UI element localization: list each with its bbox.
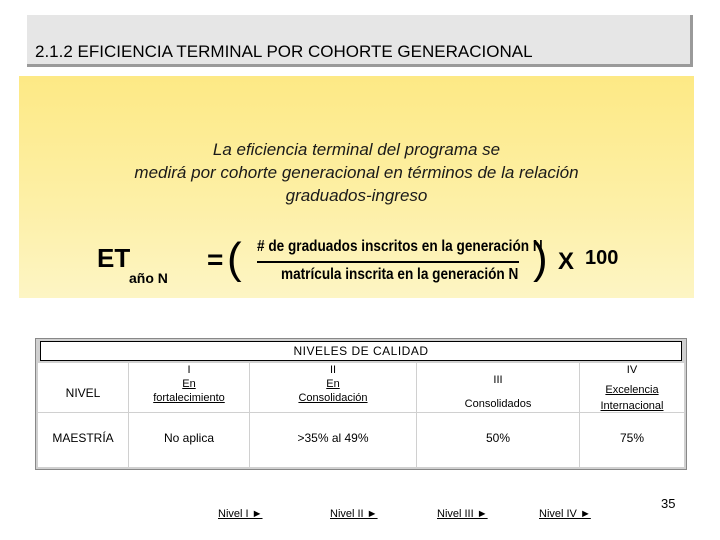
formula-numerator: # de graduados inscritos en la generación N (257, 238, 543, 255)
formula-denominator: matrícula inscrita en la generación N (281, 266, 519, 283)
formula-close-paren: ) (533, 234, 548, 283)
maestria-level-3-cell (417, 413, 579, 467)
level-1-name-line1: En (182, 378, 196, 390)
formula-factor: 100 (585, 247, 619, 269)
formula-lhs-subscript: año N (129, 270, 168, 286)
nav-link-nivel-4[interactable]: Nivel IV ► (539, 508, 591, 520)
formula-lhs: ET (97, 243, 131, 273)
maestria-label: MAESTRÍA (52, 431, 114, 445)
level-4-numeral: IV (626, 364, 638, 376)
formula-equals: = (207, 244, 224, 275)
level-2-numeral: II (329, 364, 337, 376)
maestria-level-1-value: No aplica (163, 431, 215, 445)
nav-link-nivel-1[interactable]: Nivel I ► (218, 508, 263, 520)
title-bar (27, 15, 693, 67)
nivel-label: NIVEL (65, 386, 101, 400)
level-4-cell (580, 363, 684, 412)
level-4-name-line1: Excelencia (605, 384, 659, 396)
statement-line-2: medirá por cohorte generacional en términos de la relación (134, 163, 579, 182)
efficiency-formula (97, 236, 617, 296)
maestria-level-1-cell (129, 413, 249, 467)
level-1-name-line2: fortalecimiento (153, 392, 225, 404)
level-2-name-line2: Consolidación (298, 392, 368, 404)
formula-fraction-line (257, 261, 519, 263)
level-3-name-line2: Consolidados (464, 398, 532, 410)
maestria-level-4-value: 75% (619, 431, 645, 445)
statement-line-3: graduados-ingreso (285, 186, 428, 205)
levels-table-header: NIVELES DE CALIDAD (40, 341, 682, 361)
level-1-cell (129, 363, 249, 412)
page-number: 35 (661, 496, 676, 511)
level-2-name-line1: En (326, 378, 340, 390)
level-2-cell (250, 363, 416, 412)
maestria-level-2-cell (250, 413, 416, 467)
level-4-name-line2: Internacional (600, 400, 664, 412)
page-title: 2.1.2 EFICIENCIA TERMINAL POR COHORTE GENERACIONAL (35, 42, 533, 61)
definition-statement (19, 138, 694, 207)
maestria-level-4-cell (580, 413, 684, 467)
formula-open-paren: ( (227, 234, 242, 283)
formula-times: X (558, 248, 575, 275)
maestria-level-2-value: >35% al 49% (297, 431, 369, 445)
nivel-label-cell (38, 363, 128, 412)
maestria-level-3-value: 50% (485, 431, 511, 445)
level-3-cell (417, 363, 579, 412)
level-3-numeral: III (493, 374, 503, 386)
statement-line-1: La eficiencia terminal del programa se (212, 140, 501, 159)
definition-panel (19, 76, 694, 298)
nav-link-nivel-3[interactable]: Nivel III ► (437, 508, 488, 520)
maestria-label-cell (38, 413, 128, 467)
level-1-numeral: I (187, 364, 191, 376)
nav-link-nivel-2[interactable]: Nivel II ► (330, 508, 378, 520)
quality-levels-table (35, 338, 687, 470)
